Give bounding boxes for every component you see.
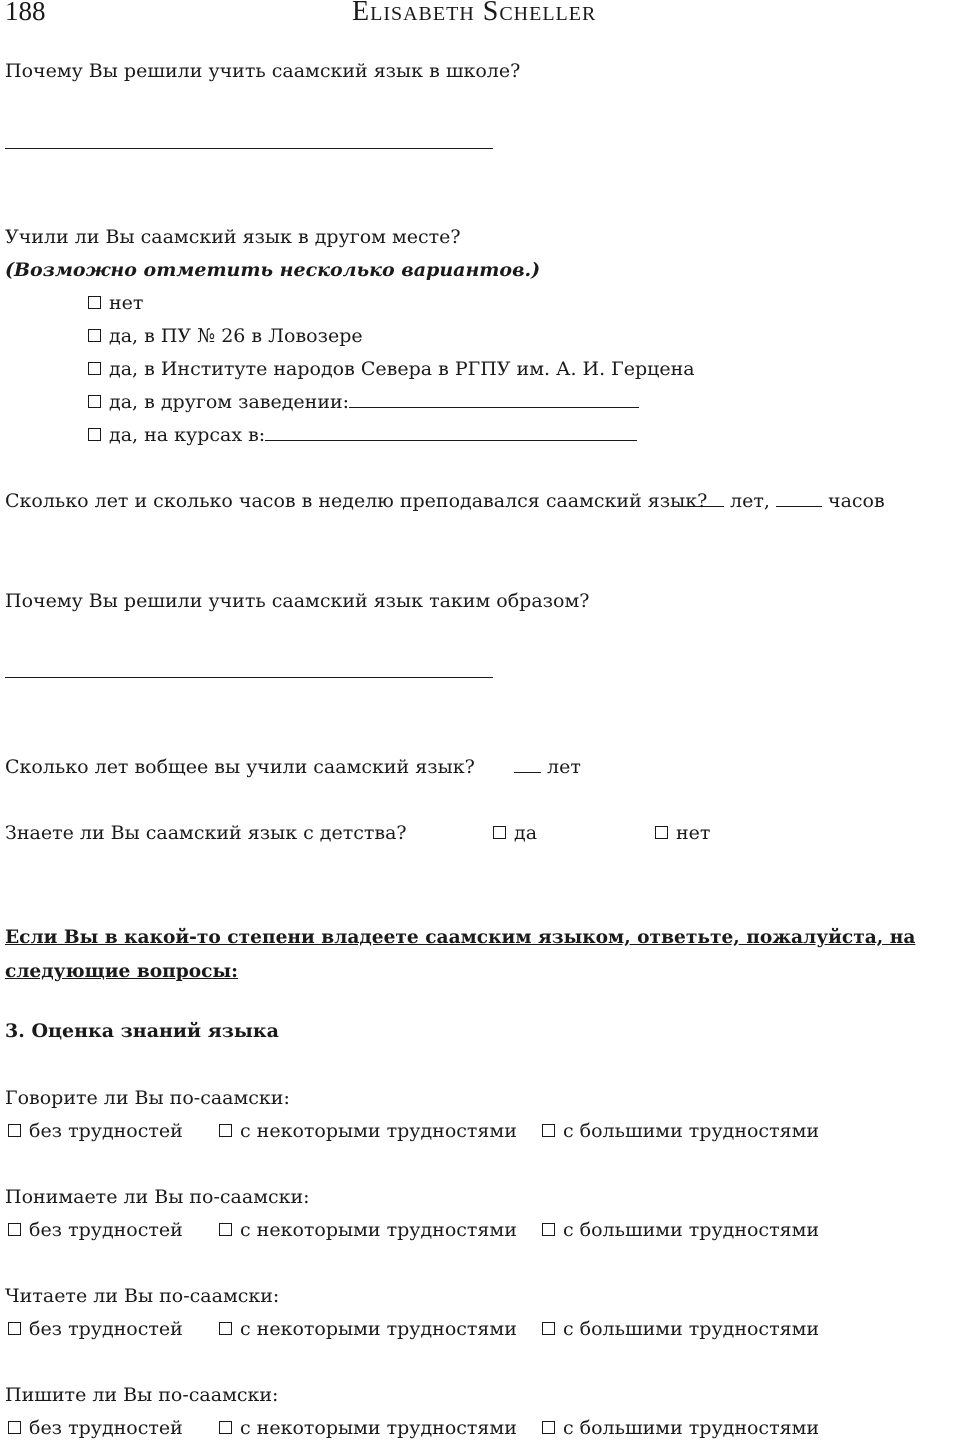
checkbox[interactable] <box>542 1124 555 1137</box>
question-understanding: Понимаете ли Вы по-саамски: <box>5 1186 310 1208</box>
option-label: без трудностей <box>29 1219 183 1241</box>
option-label: с некоторыми трудностями <box>240 1120 517 1142</box>
question-other-place: Учили ли Вы саамский язык в другом месте? <box>5 226 461 248</box>
checkbox[interactable] <box>88 395 101 408</box>
checkbox[interactable] <box>88 329 101 342</box>
option-understanding-great-difficulty[interactable] <box>542 1219 819 1241</box>
question-writing: Пишите ли Вы по-саамски: <box>5 1384 279 1406</box>
checkbox[interactable] <box>219 1223 232 1236</box>
option-label: нет <box>676 822 711 844</box>
option-speaking-great-difficulty[interactable] <box>542 1120 819 1142</box>
option-writing-no-difficulty[interactable] <box>8 1417 183 1439</box>
option-label: с большими трудностями <box>563 1417 820 1439</box>
page-number: 188 <box>5 0 46 26</box>
option-label: да, на курсах в: <box>109 424 266 446</box>
option-writing-some-difficulty[interactable] <box>219 1417 517 1439</box>
option-reading-great-difficulty[interactable] <box>542 1318 819 1340</box>
option-label: с некоторыми трудностями <box>240 1318 517 1340</box>
checkbox[interactable] <box>88 362 101 375</box>
option-other-place-herzen[interactable] <box>88 358 695 380</box>
years-hours-answer <box>678 490 885 512</box>
section-title: 3. Оценка знаний языка <box>5 1020 279 1042</box>
question-years-hours: Сколько лет и сколько часов в неделю преподавался саамский язык? <box>5 490 708 512</box>
option-label: да <box>514 822 538 844</box>
option-label: без трудностей <box>29 1417 183 1439</box>
running-head-author: Elisabeth Scheller <box>352 0 597 27</box>
total-years-blank[interactable] <box>514 758 541 773</box>
question-total-years: Сколько лет вобщее вы учили саамский язык? <box>5 756 475 778</box>
checkbox[interactable] <box>88 296 101 309</box>
option-childhood-no[interactable] <box>655 822 710 844</box>
checkbox[interactable] <box>542 1421 555 1434</box>
checkbox[interactable] <box>8 1124 21 1137</box>
fill-in-blank[interactable] <box>265 426 637 441</box>
checkbox[interactable] <box>219 1322 232 1335</box>
option-label: да, в ПУ № 26 в Ловозере <box>109 325 363 347</box>
total-years-unit: лет <box>547 756 581 778</box>
option-speaking-no-difficulty[interactable] <box>8 1120 183 1142</box>
option-label: с большими трудностями <box>563 1219 820 1241</box>
option-speaking-some-difficulty[interactable] <box>219 1120 517 1142</box>
option-label: с некоторыми трудностями <box>240 1417 517 1439</box>
checkbox[interactable] <box>8 1322 21 1335</box>
option-understanding-some-difficulty[interactable] <box>219 1219 517 1241</box>
option-label: с некоторыми трудностями <box>240 1219 517 1241</box>
checkbox[interactable] <box>655 826 668 839</box>
hours-label: часов <box>828 490 885 512</box>
question-reading: Читаете ли Вы по-саамски: <box>5 1285 280 1307</box>
fill-in-blank[interactable] <box>349 393 639 408</box>
option-label: без трудностей <box>29 1120 183 1142</box>
instruction-text: Если Вы в какой-то степени владеете саамским языком, ответьте, пожалуйста, на следующие вопросы: <box>5 927 916 982</box>
option-label: без трудностей <box>29 1318 183 1340</box>
checkbox[interactable] <box>8 1223 21 1236</box>
option-childhood-yes[interactable] <box>493 822 537 844</box>
question-childhood: Знаете ли Вы саамский язык с детства? <box>5 822 407 844</box>
checkbox[interactable] <box>88 428 101 441</box>
question-speaking: Говорите ли Вы по-саамски: <box>5 1087 290 1109</box>
option-reading-no-difficulty[interactable] <box>8 1318 183 1340</box>
option-label: да, в Институте народов Севера в РГПУ им. А. И. Герцена <box>109 358 695 380</box>
question-why-way: Почему Вы решили учить саамский язык таким образом? <box>5 590 590 612</box>
checkbox[interactable] <box>219 1124 232 1137</box>
checkbox[interactable] <box>542 1322 555 1335</box>
option-label: нет <box>109 292 144 314</box>
option-other-place-courses[interactable] <box>88 424 637 446</box>
option-label: да, в другом заведении: <box>109 391 350 413</box>
question-why-school: Почему Вы решили учить саамский язык в школе? <box>5 60 521 82</box>
option-other-place-lovozero[interactable] <box>88 325 363 347</box>
hours-blank[interactable] <box>776 492 822 507</box>
option-label: с большими трудностями <box>563 1318 820 1340</box>
checkbox[interactable] <box>493 826 506 839</box>
checkbox[interactable] <box>542 1223 555 1236</box>
option-other-place-other-institution[interactable] <box>88 391 639 413</box>
checkbox[interactable] <box>219 1421 232 1434</box>
option-understanding-no-difficulty[interactable] <box>8 1219 183 1241</box>
option-other-place-no[interactable] <box>88 292 143 314</box>
option-label: с большими трудностями <box>563 1120 820 1142</box>
option-reading-some-difficulty[interactable] <box>219 1318 517 1340</box>
answer-line-why-school[interactable] <box>5 148 493 149</box>
checkbox[interactable] <box>8 1421 21 1434</box>
total-years-answer <box>514 756 581 778</box>
years-label: лет, <box>730 490 770 512</box>
option-writing-great-difficulty[interactable] <box>542 1417 819 1439</box>
question-other-place-note: (Возможно отметить несколько вариантов.) <box>5 259 541 281</box>
years-blank[interactable] <box>678 492 724 507</box>
answer-line-why-way[interactable] <box>5 677 493 678</box>
